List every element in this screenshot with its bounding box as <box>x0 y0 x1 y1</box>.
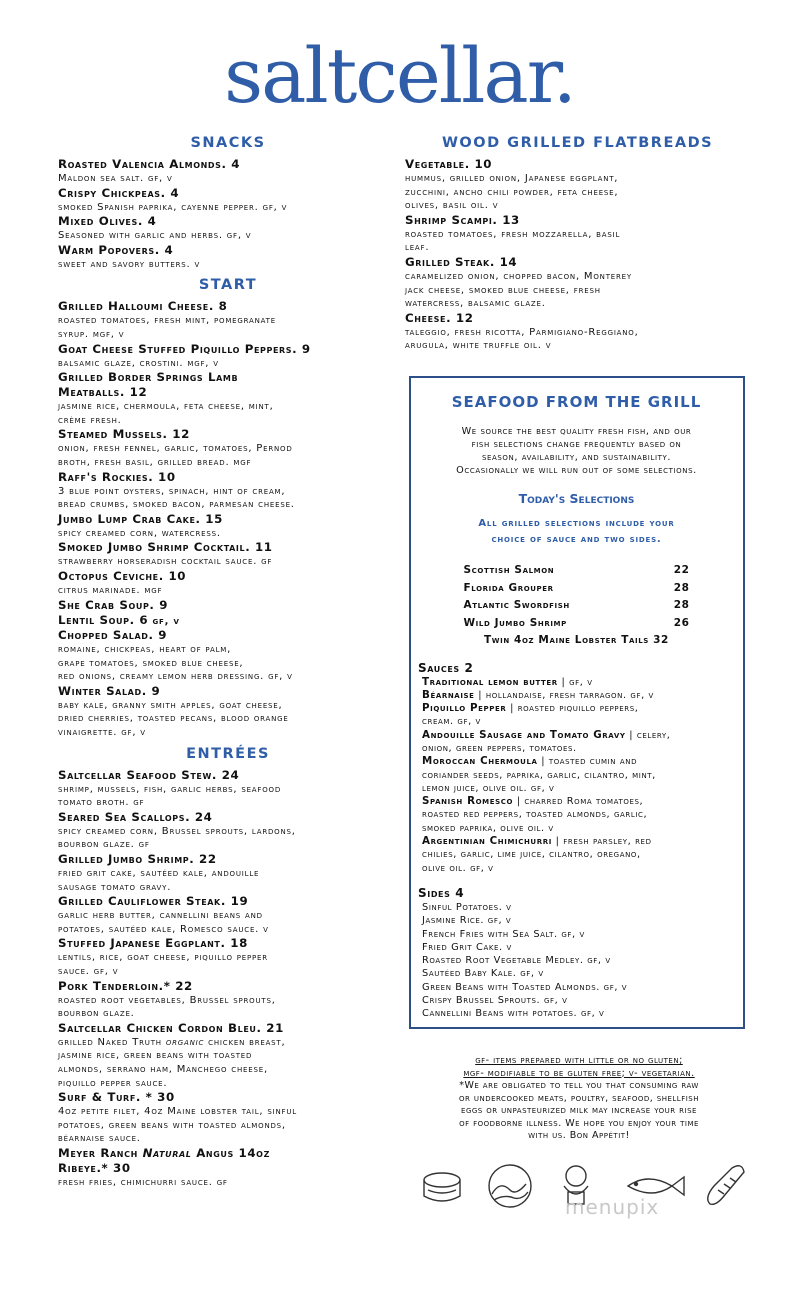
sauce-sep: | <box>474 689 486 701</box>
sauce-desc-cont: onion, green peppers, tomatoes. <box>422 742 577 754</box>
text-part: grilled Naked Truth <box>58 1036 166 1048</box>
item-desc: shrimp, mussels, fish, garlic herbs, seafood <box>58 783 282 795</box>
item-desc: romaine, chickpeas, heart of palm, <box>58 644 232 656</box>
fish-price: 28 <box>673 581 690 594</box>
item-desc: dried cherries, toasted pecans, blood orange <box>58 713 289 725</box>
menu-item <box>58 512 398 541</box>
menu-item <box>58 1021 398 1090</box>
item-desc: zucchini, ancho chili powder, feta cheese, <box>405 186 619 198</box>
seafood-title: SEAFOOD FROM THE GRILL <box>451 393 702 411</box>
item-desc: crème fresh. <box>58 414 122 426</box>
menu-item <box>58 628 398 684</box>
sauces-heading: Sauces 2 <box>418 660 474 675</box>
sauce-sep: | <box>537 756 549 768</box>
sauce-item <box>418 755 743 768</box>
menu-item <box>58 157 398 186</box>
sides-heading: Sides 4 <box>418 885 465 900</box>
side-item: Crispy Brussel Sprouts. gf, v <box>422 995 568 1007</box>
menu-item <box>58 427 398 469</box>
item-name: Grilled Halloumi Cheese. 8 <box>58 299 228 314</box>
item-name: Smoked Jumbo Shrimp Cocktail. 11 <box>58 540 273 555</box>
text-part: Natural <box>142 1145 192 1160</box>
menu-item <box>58 186 398 215</box>
sauce-item <box>418 729 743 742</box>
sauce-desc: gf, v <box>569 676 593 688</box>
menu-item <box>58 342 398 371</box>
menu-item <box>58 684 398 740</box>
menu-item <box>58 598 398 613</box>
side-item: Cannellini Beans with potatoes. gf, v <box>422 1008 605 1020</box>
flatbreads-column <box>405 133 750 353</box>
menu-item <box>405 157 750 213</box>
sauce-sep: | <box>625 729 637 741</box>
item-desc: smoked Spanish paprika, cayenne pepper. gf, v <box>58 201 288 213</box>
sauce-name: Andouille Sausage and Tomato Gravy <box>422 728 626 741</box>
section-heading: ENTRÉES <box>186 745 270 762</box>
fish-name: Wild Jumbo Shrimp <box>463 616 567 629</box>
menu-item <box>405 255 750 311</box>
item-name-cont: Ribeye.* 30 <box>58 1160 131 1175</box>
item-desc: grape tomatoes, smoked blue cheese, <box>58 657 244 669</box>
item-name: Stuffed Japanese Eggplant. 18 <box>58 936 248 951</box>
menu-item <box>58 569 398 598</box>
wave-icon <box>489 1165 531 1207</box>
item-name: Surf & Turf. * 30 <box>58 1090 175 1105</box>
sauce-name: Spanish Romesco <box>422 795 514 808</box>
sauce-name: Béarnaise <box>422 688 475 701</box>
fish-price: 26 <box>673 616 690 629</box>
item-desc: fried grit cake, sautéed kale, andouille <box>58 868 260 880</box>
menu-item <box>58 470 398 512</box>
sauce-item <box>418 835 743 848</box>
item-desc: roasted tomatoes, fresh mozzarella, basil <box>405 228 621 240</box>
sides-section <box>410 885 743 1021</box>
lobster-tails: Twin 4oz Maine Lobster Tails 32 <box>484 634 669 646</box>
item-name: Crispy Chickpeas. 4 <box>58 185 180 200</box>
side-item: Fried Grit Cake. v <box>422 941 512 953</box>
item-name: Saltcellar Seafood Stew. 24 <box>58 767 240 782</box>
note-line: Occasionally we will run out of some selections. <box>456 465 697 476</box>
todays-selections-title: Today's Selections <box>518 491 635 506</box>
item-desc: onion, fresh fennel, garlic, tomatoes, Pernod <box>58 443 293 455</box>
item-name: Grilled Steak. 14 <box>405 254 518 269</box>
selections-note <box>410 516 743 548</box>
sauces-section <box>410 660 743 875</box>
sauce-item <box>418 795 743 808</box>
item-desc: Maldon sea salt. gf, v <box>58 173 173 184</box>
bread-icon <box>708 1166 744 1205</box>
menu-item <box>58 810 398 852</box>
item-name: Grilled Jumbo Shrimp. 22 <box>58 852 217 867</box>
legend-line-1: gf- items prepared with little or no gluten; <box>475 1055 683 1066</box>
side-item: Sautéed Baby Kale. gf, v <box>422 968 544 980</box>
fish-item <box>464 562 690 580</box>
item-desc: hummus, grilled onion, Japanese eggplant, <box>405 173 619 184</box>
item-desc <box>58 1036 398 1050</box>
item-name: Saltcellar Chicken Cordon Bleu. 21 <box>58 1020 284 1035</box>
item-name-cont: Meatballs. 12 <box>58 385 148 400</box>
warning-line: of foodborne illness. We hope you enjoy your time <box>459 1117 699 1129</box>
side-item: Roasted Root Vegetable Medley. gf, v <box>422 955 611 967</box>
side-item: French Fries with Sea Salt. gf, v <box>422 928 585 940</box>
note-line: fish selections change frequently based on <box>471 439 682 450</box>
item-name: Grilled Border Springs Lamb <box>58 370 239 385</box>
menu-item <box>58 936 398 978</box>
menu-item <box>58 370 398 427</box>
fish-icon <box>628 1177 684 1195</box>
item-name: Steamed Mussels. 12 <box>58 427 190 442</box>
fish-item <box>464 615 690 633</box>
item-desc: Seasoned with garlic and herbs. gf, v <box>58 230 252 242</box>
item-desc: syrup. mgf, v <box>58 328 125 340</box>
menu-item <box>58 852 398 894</box>
legend-line-2: mgf- modifiable to be gluten free; v- vegetarian. <box>463 1067 695 1079</box>
item-desc: 4oz petite filet, 4oz Maine lobster tail, sinful <box>58 1106 297 1118</box>
footer-notes <box>413 1055 745 1143</box>
item-desc: lentils, rice, goat cheese, piquillo pepper <box>58 952 268 964</box>
menu-item <box>58 540 398 569</box>
menu-item <box>405 311 750 353</box>
sauce-desc-cont: cream. gf, v <box>422 716 481 728</box>
menu-item <box>58 979 398 1021</box>
item-desc: bourbon glaze. <box>58 1008 135 1020</box>
seafood-box <box>410 393 743 1021</box>
item-desc: fresh fries, chimichurri sauce. gf <box>58 1176 228 1188</box>
sauce-sep: | <box>513 796 525 808</box>
side-item: Sinful Potatoes. v <box>422 901 512 913</box>
item-name: Cheese. 12 <box>405 310 474 325</box>
item-desc: balsamic glaze, crostini. mgf, v <box>58 357 219 369</box>
item-desc: jack cheese, smoked blue cheese, fresh <box>405 284 601 296</box>
item-desc: sausage tomato gravy. <box>58 881 172 893</box>
sauce-desc: celery, <box>636 729 671 741</box>
fish-name: Atlantic Swordfish <box>463 599 570 611</box>
item-desc: 3 blue point oysters, spinach, hint of cream, <box>58 485 286 497</box>
item-name: Seared Sea Scallops. 24 <box>58 809 213 824</box>
item-suffix: gf, v <box>148 615 180 627</box>
sauce-desc-cont: coriander seeds, paprika, garlic, cilantro, mint, <box>422 769 656 781</box>
menu-item <box>58 1146 398 1190</box>
item-desc: roasted root vegetables, Brussel sprouts, <box>58 994 276 1006</box>
menu-item <box>58 1090 398 1146</box>
item-desc: sauce. gf, v <box>58 966 119 977</box>
item-desc: caramelized onion, chopped bacon, Monterey <box>405 270 632 282</box>
item-desc: bread crumbs, smoked bacon, parmesan cheese. <box>58 499 295 511</box>
item-name <box>58 1146 398 1161</box>
item-name: Goat Cheese Stuffed Piquillo Peppers. 9 <box>58 341 311 356</box>
menu-item <box>58 894 398 936</box>
left-column <box>58 133 398 1190</box>
menu-item <box>58 768 398 810</box>
sauce-sep: | <box>506 703 518 715</box>
menu-item <box>405 213 750 255</box>
item-desc: almonds, serrano ham, Manchego cheese, <box>58 1063 268 1075</box>
restaurant-logo: saltcellar. <box>224 31 575 120</box>
fish-price: 22 <box>673 564 690 576</box>
sauce-item <box>418 689 743 702</box>
sauce-desc-cont: olive oil. gf, v <box>422 862 494 874</box>
item-name: Shrimp Scampi. 13 <box>405 212 520 227</box>
watermark: menupix <box>565 1195 660 1219</box>
item-desc: leaf. <box>405 242 430 254</box>
cake-icon <box>424 1173 460 1201</box>
item-name: Octopus Ceviche. 10 <box>58 568 187 583</box>
note-line: choice of sauce and two sides. <box>491 534 662 545</box>
item-desc: strawberry horseradish cocktail sauce. gf <box>58 556 273 568</box>
section-heading: SNACKS <box>190 135 266 151</box>
item-name: Mixed Olives. 4 <box>58 214 157 229</box>
fish-item <box>464 580 690 598</box>
item-name: Roasted Valencia Almonds. 4 <box>58 157 241 171</box>
item-desc: vinaigrette. gf, v <box>58 727 146 739</box>
sauce-desc-cont: lemon juice, olive oil. gf, v <box>422 782 555 794</box>
sauce-desc-cont: smoked paprika, olive oil. v <box>422 822 554 834</box>
sauce-sep: | <box>551 836 564 848</box>
item-desc: roasted tomatoes, fresh mint, pomegranate <box>58 315 276 327</box>
item-desc: baby kale, granny smith apples, goat cheese, <box>58 699 283 711</box>
item-desc: red onions, creamy lemon herb dressing. gf, v <box>58 671 293 683</box>
fish-name: Scottish Salmon <box>463 564 555 576</box>
fish-price: 28 <box>673 599 690 611</box>
warning-line: with us. Bon Appétit! <box>528 1130 630 1141</box>
sauce-desc: toasted cumin and <box>548 756 638 768</box>
side-item: Green Beans with Toasted Almonds. gf, v <box>422 981 628 993</box>
sauce-name: Moroccan Chermoula <box>422 755 538 768</box>
sauce-name: Argentinian Chimichurri <box>422 835 552 848</box>
item-desc: taleggio, fresh ricotta, Parmigiano-Reggiano, <box>405 326 639 338</box>
item-desc: citrus marinade. mgf <box>58 584 163 596</box>
sauce-item <box>418 676 743 689</box>
note-line: All grilled selections include your <box>478 518 675 529</box>
sauce-desc: roasted piquillo peppers, <box>517 703 639 715</box>
sauce-desc-cont: roasted red peppers, toasted almonds, garlic, <box>422 809 648 821</box>
sauce-item <box>418 702 743 715</box>
item-name: Lentil Soup. 6 gf, v <box>58 612 180 627</box>
sauce-name: Piquillo Pepper <box>422 702 507 715</box>
menu-item <box>58 299 398 341</box>
item-desc: potatoes, sautéed kale, Romesco sauce. v <box>58 923 269 935</box>
warning-line: *We are obligated to tell you that consuming raw <box>459 1080 699 1091</box>
sauce-desc-cont: chilies, garlic, lime juice, cilantro, oregano, <box>422 849 641 861</box>
text-part: organic <box>165 1036 205 1048</box>
item-desc: jasmine rice, green beans with toasted <box>58 1050 253 1062</box>
item-desc: broth, fresh basil, grilled bread. mgf <box>58 456 252 468</box>
fish-name: Florida Grouper <box>463 581 554 594</box>
warning-line: or undercooked meats, poultry, seafood, shellfish <box>458 1092 700 1104</box>
item-name: Warm Popovers. 4 <box>58 242 174 257</box>
item-desc: jasmine rice, chermoula, feta cheese, mint, <box>58 401 274 413</box>
item-desc: sweet and savory butters. v <box>58 258 201 270</box>
sauce-sep: | <box>557 676 570 688</box>
item-desc: béarnaise sauce. <box>58 1133 141 1145</box>
warning-line: eggs or unpasteurized milk may increase your rise <box>461 1105 697 1116</box>
menu-item <box>58 613 398 629</box>
note-line: season, availability, and sustainability. <box>481 452 672 463</box>
item-desc: potatoes, green beans with toasted almonds, <box>58 1119 286 1131</box>
sauce-name: Traditional lemon butter <box>422 675 558 688</box>
section-heading: WOOD GRILLED FLATBREADS <box>441 135 714 151</box>
section-heading: START <box>198 277 258 294</box>
item-name: Raff's Rockies. 10 <box>58 469 176 484</box>
sauce-desc: hollandaise, fresh tarragon. gf, v <box>485 689 654 701</box>
item-desc: spicy creamed corn, watercress. <box>58 527 221 539</box>
item-name: Chopped Salad. 9 <box>58 628 168 643</box>
item-desc: tomato broth. gf <box>58 797 145 809</box>
sauce-desc: charred Roma tomatoes, <box>524 796 644 808</box>
item-desc: spicy creamed corn, Brussel sprouts, lardons, <box>58 825 296 837</box>
menu-item <box>58 214 398 243</box>
item-desc: piquillo pepper sauce. <box>58 1077 168 1089</box>
item-name: She Crab Soup. 9 <box>58 597 169 612</box>
item-desc: bourbon glaze. gf <box>58 839 150 851</box>
seafood-note <box>410 425 743 477</box>
text-part: Angus 14oz <box>191 1145 270 1160</box>
fish-list <box>464 562 690 632</box>
fish-item <box>464 597 690 615</box>
text-part: chicken breast, <box>204 1036 286 1048</box>
item-desc: garlic herb butter, cannellini beans and <box>58 910 263 922</box>
item-desc: olives, basil oil. v <box>405 200 499 212</box>
text-part: Meyer Ranch <box>58 1145 143 1160</box>
item-name: Jumbo Lump Crab Cake. 15 <box>58 511 223 526</box>
item-name: Grilled Cauliflower Steak. 19 <box>58 894 249 909</box>
item-desc: arugula, white truffle oil. v <box>405 340 552 352</box>
sauce-desc: fresh parsley, red <box>563 836 652 848</box>
note-line: We source the best quality fresh fish, and our <box>461 426 692 437</box>
item-name: Vegetable. 10 <box>405 157 493 171</box>
item-name: Winter Salad. 9 <box>58 683 161 698</box>
item-desc: watercress, balsamic glaze. <box>405 298 546 310</box>
side-item: Jasmine Rice. gf, v <box>422 915 512 927</box>
menu-item <box>58 243 398 272</box>
item-name: Pork Tenderloin.* 22 <box>58 978 193 993</box>
